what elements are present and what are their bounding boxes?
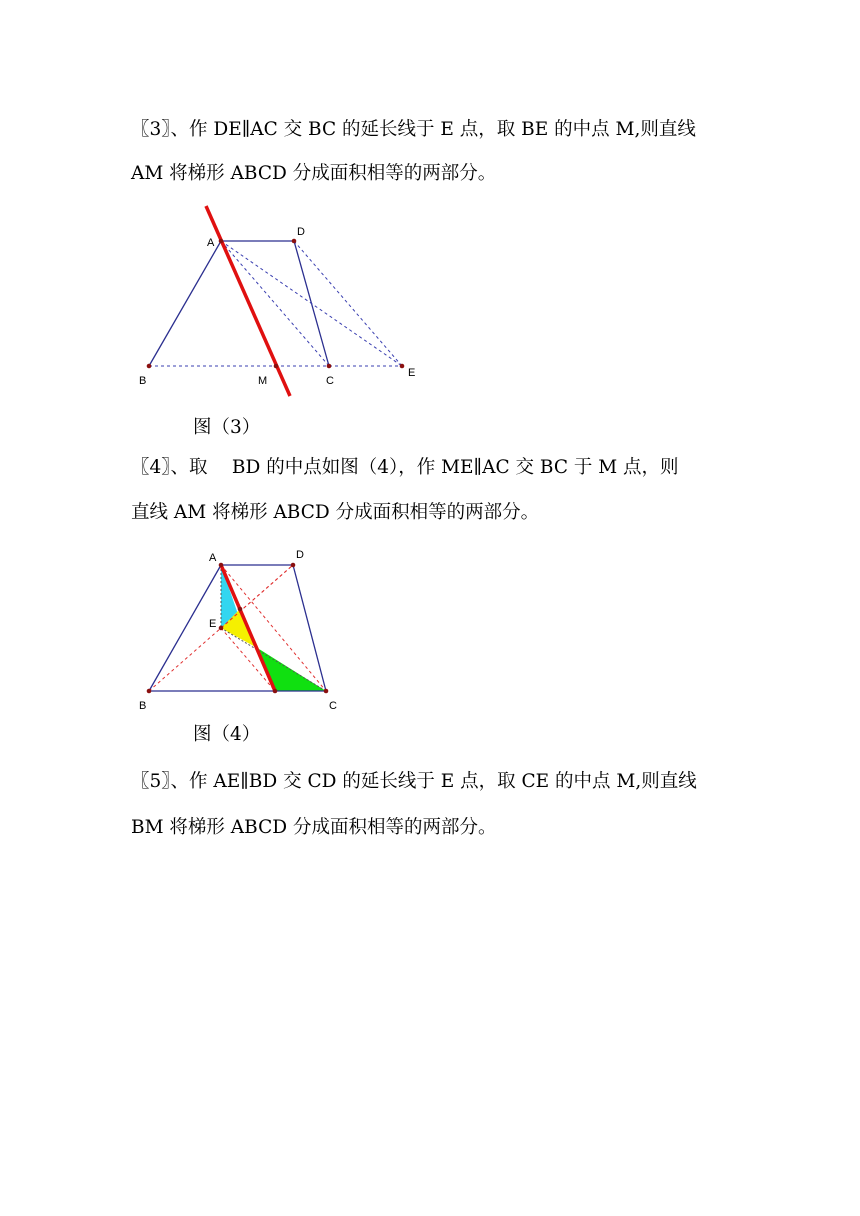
point-m <box>273 689 278 694</box>
section3-line2: AM 将梯形 ABCD 分成面积相等的两部分。 <box>131 163 497 184</box>
label-a: A <box>207 237 215 249</box>
section3-line1: 〖3〗、作 DE∥AC 交 BC 的延长线于 E 点，取 BE 的中点 M,则直线 <box>131 119 696 140</box>
point-d <box>291 563 296 568</box>
point-d <box>292 239 297 244</box>
label-d: D <box>297 226 305 238</box>
point-a <box>219 239 224 244</box>
label-b: B <box>139 375 147 387</box>
edge-ab <box>149 241 221 366</box>
point-b <box>147 364 152 369</box>
point-c <box>327 364 332 369</box>
label-c: C <box>326 375 334 387</box>
point-e <box>219 626 224 631</box>
figure-3 <box>130 200 430 400</box>
label-m: M <box>258 375 268 387</box>
edge-dc <box>293 565 326 691</box>
figure-4-caption: 图（4） <box>193 724 261 745</box>
point-c <box>324 689 329 694</box>
point-f <box>238 607 243 612</box>
point-e <box>400 364 405 369</box>
dashed-ac <box>221 241 329 366</box>
label-b: B <box>139 700 147 712</box>
figure-3-caption: 图（3） <box>193 417 261 438</box>
section4-line2: 直线 AM 将梯形 ABCD 分成面积相等的两部分。 <box>131 502 540 523</box>
point-b <box>147 689 152 694</box>
section5-line2: BM 将梯形 ABCD 分成面积相等的两部分。 <box>131 817 497 838</box>
label-e: E <box>408 367 416 379</box>
point-a <box>219 563 224 568</box>
label-c: C <box>329 700 337 712</box>
label-e: E <box>209 618 217 630</box>
label-d: D <box>296 549 304 561</box>
figure-4 <box>130 545 350 715</box>
label-a: A <box>209 552 217 564</box>
point-m <box>274 364 279 369</box>
section5-line1: 〖5〗、作 AE∥BD 交 CD 的延长线于 E 点，取 CE 的中点 M,则直线 <box>131 771 697 792</box>
dashed-de <box>294 241 402 366</box>
section4-line1: 〖4〗、取 BD 的中点如图（4），作 ME∥AC 交 BC 于 M 点，则 <box>131 457 679 478</box>
